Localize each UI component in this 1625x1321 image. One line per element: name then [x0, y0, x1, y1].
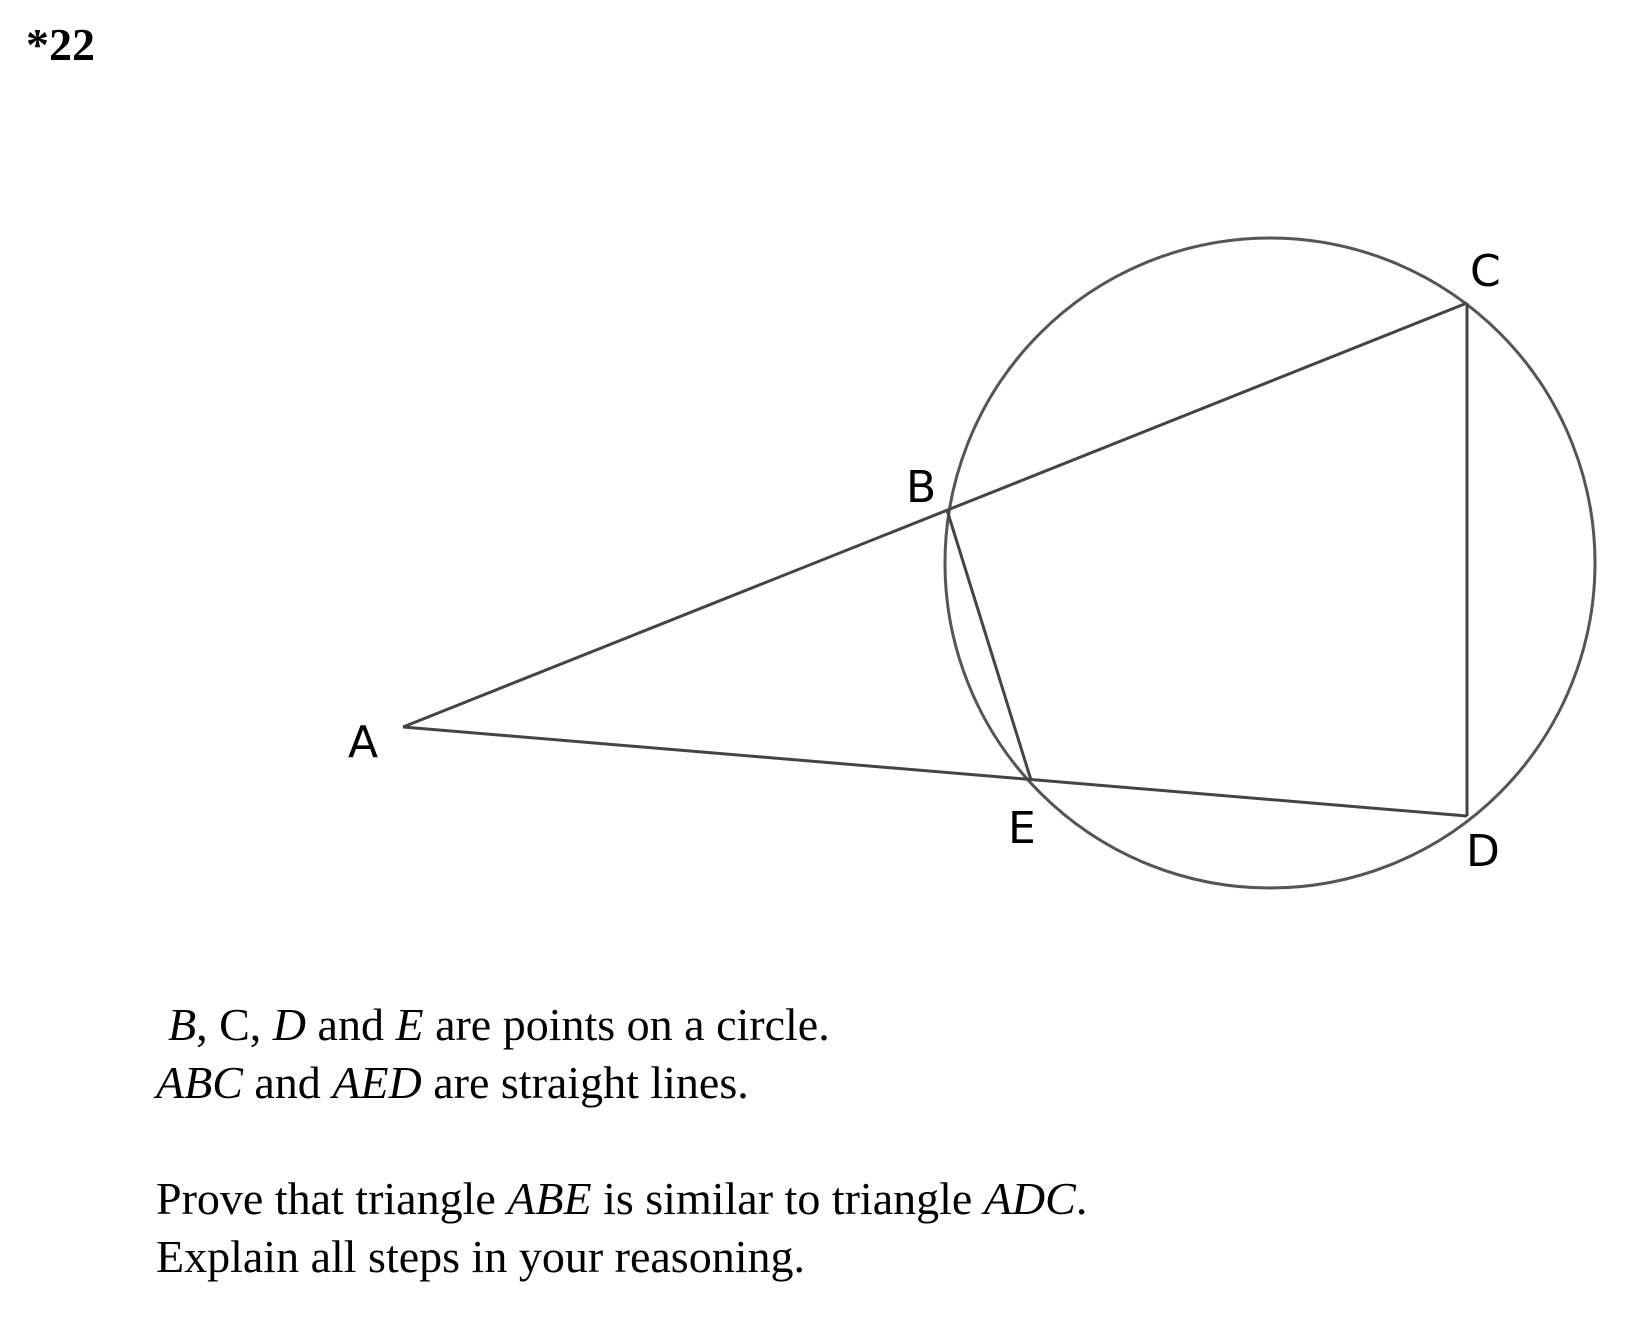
- point-label-e: E: [1008, 803, 1036, 854]
- task-line-1: [156, 1170, 1087, 1228]
- question-number: *22: [26, 19, 95, 70]
- circle: [945, 238, 1595, 888]
- text-e: E: [395, 999, 424, 1050]
- text-abe: ABE: [507, 1173, 592, 1224]
- text-period: .: [1075, 1173, 1088, 1224]
- text-aed: AED: [332, 1057, 422, 1108]
- task: [156, 1170, 1087, 1286]
- point-label-d: D: [1466, 826, 1500, 877]
- statement-line-1: [156, 996, 830, 1054]
- text-points-on-circle: are points on a circle.: [423, 999, 830, 1050]
- text-prove: Prove that triangle: [156, 1173, 508, 1224]
- text-and: and: [306, 999, 396, 1050]
- text-and-2: and: [242, 1057, 333, 1108]
- statement: [156, 996, 830, 1112]
- line-be: [947, 510, 1031, 780]
- point-label-c: C: [1470, 246, 1501, 297]
- text-c: , C,: [196, 999, 273, 1050]
- text-abc: ABC: [156, 1057, 243, 1108]
- text-adc: ADC: [983, 1173, 1076, 1224]
- line-aed: [403, 727, 1467, 816]
- text-d: D: [272, 999, 307, 1050]
- line-abc: [403, 303, 1467, 727]
- point-label-b: B: [906, 462, 937, 513]
- text-straight-lines: are straight lines.: [421, 1057, 749, 1108]
- text-b: B: [168, 999, 197, 1050]
- statement-line-2: [156, 1054, 830, 1112]
- point-label-a: A: [348, 717, 379, 768]
- task-line-2: Explain all steps in your reasoning.: [156, 1231, 805, 1282]
- text-similar: is similar to triangle: [591, 1173, 984, 1224]
